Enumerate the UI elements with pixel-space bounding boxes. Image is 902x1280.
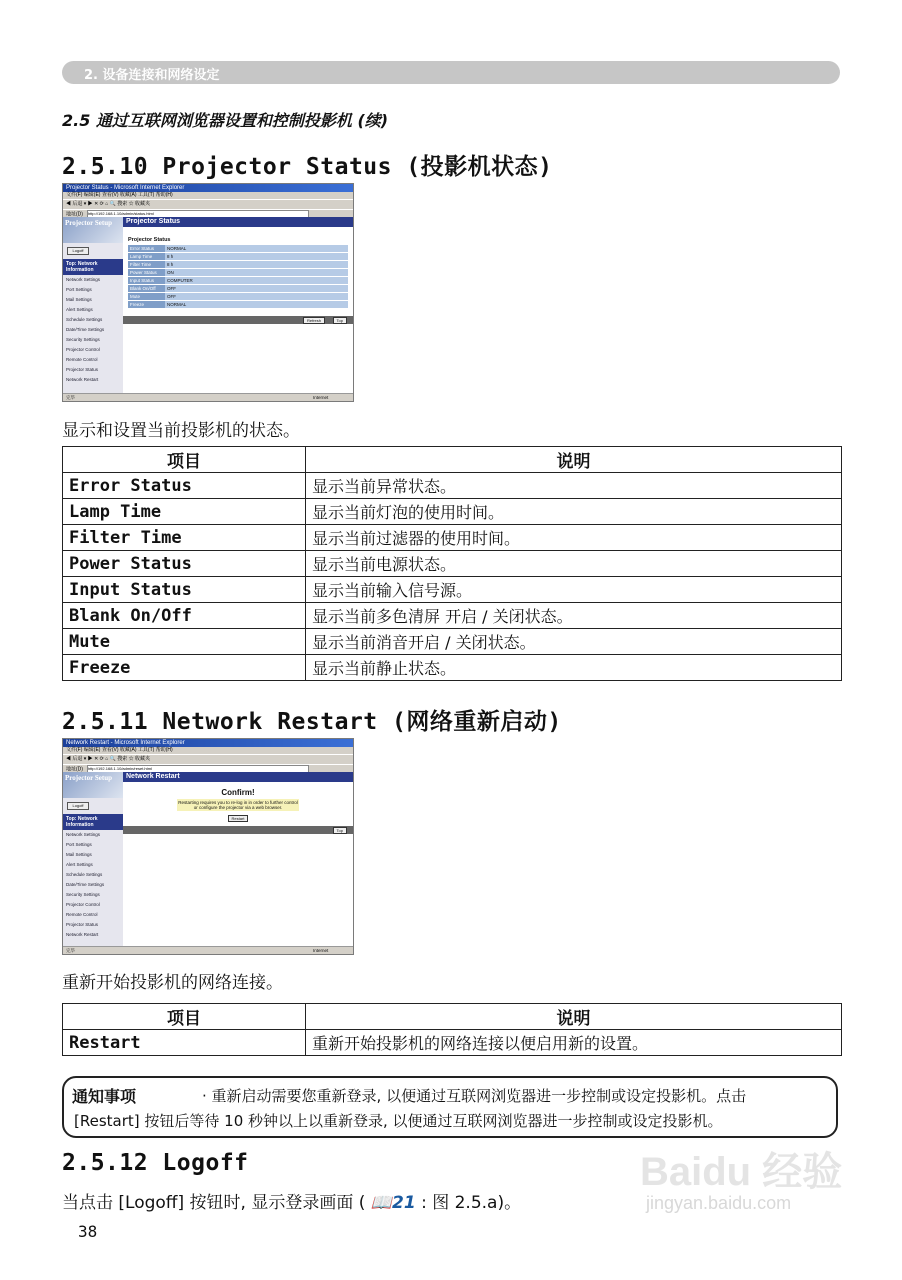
button-bar bbox=[123, 826, 353, 834]
top-network-information: Top: Network Information bbox=[63, 814, 123, 830]
section-desc-network-restart: 重新开始投影机的网络连接。 bbox=[62, 973, 283, 993]
subsection-title: 2.5 通过互联网浏览器设置和控制投影机 (续) bbox=[62, 111, 389, 130]
grid-value: NORMAL bbox=[165, 301, 348, 308]
section-title-network-restart: 2.5.11 Network Restart (网络重新启动) bbox=[62, 709, 562, 735]
item-description: 显示当前静止状态。 bbox=[306, 655, 842, 681]
sidebar-item: Port Settings bbox=[66, 842, 92, 847]
section-title-logoff: 2.5.12 Logoff bbox=[62, 1150, 249, 1176]
browser-statusbar bbox=[63, 393, 353, 401]
table-row bbox=[63, 473, 842, 499]
item-name: Power Status bbox=[63, 551, 306, 577]
grid-value: OFF bbox=[165, 285, 348, 292]
table-row bbox=[63, 499, 842, 525]
projector-status-table bbox=[62, 446, 842, 681]
top-button: Top bbox=[333, 827, 347, 834]
book-icon: 📖 bbox=[370, 1193, 392, 1213]
sidebar-item: Network Settings bbox=[66, 277, 101, 282]
table-row bbox=[63, 577, 842, 603]
sidebar-nav bbox=[63, 275, 123, 385]
menu-bar: 文件(F) 编辑(E) 查看(V) 收藏(A) 工具(T) 帮助(H) bbox=[66, 192, 173, 198]
content-area bbox=[123, 772, 353, 954]
status-grid bbox=[128, 245, 348, 308]
logoff-button: Logoff bbox=[67, 247, 89, 255]
address-field: http://192.168.1.10/admin/reset.html bbox=[87, 765, 309, 773]
address-label: 地址(D) bbox=[66, 211, 83, 218]
top-button: Top bbox=[333, 317, 347, 324]
item-name: Mute bbox=[63, 629, 306, 655]
content-header: Network Restart bbox=[123, 772, 353, 782]
item-name: Blank On/Off bbox=[63, 603, 306, 629]
sidebar bbox=[63, 772, 123, 954]
sidebar-item: Security Settings bbox=[66, 892, 100, 897]
item-description: 重新开始投影机的网络连接以便启用新的设置。 bbox=[306, 1030, 842, 1056]
button-bar bbox=[123, 316, 353, 324]
item-description: 显示当前消音开启 / 关闭状态。 bbox=[306, 629, 842, 655]
grid-key: Freeze bbox=[128, 301, 165, 308]
sidebar-nav bbox=[63, 830, 123, 940]
grid-key: Power Status bbox=[128, 269, 165, 276]
chapter-header-bar bbox=[62, 61, 840, 84]
status-zone: Internet bbox=[313, 395, 329, 400]
header-desc: 说明 bbox=[306, 447, 842, 473]
sidebar-item: Projector Status bbox=[66, 367, 99, 372]
header-item: 项目 bbox=[63, 1004, 306, 1030]
grid-value: 8 h bbox=[165, 253, 348, 260]
baidu-watermark bbox=[640, 1140, 842, 1214]
page-reference[interactable]: 21 bbox=[391, 1193, 416, 1213]
sidebar-item: Schedule Settings bbox=[66, 317, 103, 322]
grid-row bbox=[128, 261, 348, 268]
grid-value: OFF bbox=[165, 293, 348, 300]
grid-row bbox=[128, 293, 348, 300]
sidebar-item: Date/Time Settings bbox=[66, 882, 105, 887]
chapter-title: 2. 设备连接和网络设定 bbox=[84, 68, 220, 83]
table-row bbox=[63, 655, 842, 681]
address-field: http://192.168.1.10/admin/status.html bbox=[87, 210, 309, 218]
sidebar-item: Remote Control bbox=[66, 912, 98, 917]
sidebar-item: Remote Control bbox=[66, 357, 98, 362]
sidebar-item: Mail Settings bbox=[66, 297, 92, 302]
notice-line-1: · 重新启动需要您重新登录, 以便通过互联网浏览器进一步控制或设定投影机。点击 bbox=[202, 1087, 747, 1105]
projector-setup-logo: Projector Setup bbox=[63, 217, 123, 243]
notice-box bbox=[62, 1076, 838, 1138]
restart-warning: Restarting requires you to re-log in in order to further control or configure the projector via a web browser. bbox=[178, 800, 298, 810]
page-number: 38 bbox=[78, 1222, 98, 1241]
grid-value: COMPUTER bbox=[165, 277, 348, 284]
header-item: 项目 bbox=[63, 447, 306, 473]
sidebar-item: Mail Settings bbox=[66, 852, 92, 857]
address-label: 地址(D) bbox=[66, 766, 83, 773]
table-row bbox=[63, 629, 842, 655]
item-name: Lamp Time bbox=[63, 499, 306, 525]
grid-key: Filter Time bbox=[128, 261, 165, 268]
browser-toolbar: ◀ 后退 ▾ ▶ ✕ ⟳ ⌂ 🔍 搜索 ☆ 收藏夹 bbox=[63, 199, 353, 209]
grid-value: ON bbox=[165, 269, 348, 276]
grid-value: 8 h bbox=[165, 261, 348, 268]
grid-row bbox=[128, 253, 348, 260]
grid-title: Projector Status bbox=[128, 237, 171, 243]
table-row bbox=[63, 603, 842, 629]
item-description: 显示当前电源状态。 bbox=[306, 551, 842, 577]
sidebar-item: Network Settings bbox=[66, 832, 101, 837]
table-row bbox=[63, 525, 842, 551]
item-description: 显示当前灯泡的使用时间。 bbox=[306, 499, 842, 525]
grid-row bbox=[128, 301, 348, 308]
table-row bbox=[63, 1030, 842, 1056]
item-name: Restart bbox=[63, 1030, 306, 1056]
sidebar-item: Security Settings bbox=[66, 337, 100, 342]
grid-row bbox=[128, 285, 348, 292]
sidebar-item: Schedule Settings bbox=[66, 872, 103, 877]
sidebar-item: Projector Control bbox=[66, 902, 100, 907]
grid-key: Input Status bbox=[128, 277, 165, 284]
table-row bbox=[63, 551, 842, 577]
sidebar-item: Port Settings bbox=[66, 287, 92, 292]
window-titlebar: Projector Status - Microsoft Internet Explorer bbox=[63, 184, 353, 192]
grid-key: Blank On/Off bbox=[128, 285, 165, 292]
sidebar-item: Projector Control bbox=[66, 347, 100, 352]
browser-toolbar: ◀ 后退 ▾ ▶ ✕ ⟳ ⌂ 🔍 搜索 ☆ 收藏夹 bbox=[63, 754, 353, 764]
confirm-heading: Confirm! bbox=[221, 788, 255, 797]
menu-bar: 文件(F) 编辑(E) 查看(V) 收藏(A) 工具(T) 帮助(H) bbox=[66, 747, 173, 753]
section-desc-projector-status: 显示和设置当前投影机的状态。 bbox=[62, 421, 300, 441]
sidebar-item: Network Restart bbox=[66, 377, 99, 382]
status-left: 完毕 bbox=[66, 948, 75, 953]
section-title-projector-status: 2.5.10 Projector Status (投影机状态) bbox=[62, 154, 553, 180]
item-name: Freeze bbox=[63, 655, 306, 681]
grid-row bbox=[128, 269, 348, 276]
screenshot-network-restart bbox=[62, 738, 354, 955]
sidebar bbox=[63, 217, 123, 401]
item-description: 显示当前多色清屏 开启 / 关闭状态。 bbox=[306, 603, 842, 629]
top-network-information: Top: Network Information bbox=[63, 259, 123, 275]
watermark-sub: jingyan.baidu.com bbox=[646, 1193, 792, 1213]
grid-row bbox=[128, 277, 348, 284]
logoff-desc-pre: 当点击 [Logoff] 按钮时, 显示登录画面 ( bbox=[62, 1193, 366, 1213]
item-name: Input Status bbox=[63, 577, 306, 603]
notice-tag: 通知事项 bbox=[72, 1087, 137, 1106]
notice-line-2: [Restart] 按钮后等待 10 秒钟以上以重新登录, 以便通过互联网浏览器进一步控制或设定投影机。 bbox=[74, 1112, 723, 1130]
content-area bbox=[123, 217, 353, 401]
sidebar-item: Network Restart bbox=[66, 932, 99, 937]
refresh-button: Refresh bbox=[303, 317, 325, 324]
item-description: 显示当前输入信号源。 bbox=[306, 577, 842, 603]
logoff-button: Logoff bbox=[67, 802, 89, 810]
screenshot-projector-status bbox=[62, 183, 354, 402]
grid-key: Lamp Time bbox=[128, 253, 165, 260]
header-desc: 说明 bbox=[306, 1004, 842, 1030]
item-description: 显示当前异常状态。 bbox=[306, 473, 842, 499]
grid-row bbox=[128, 245, 348, 252]
window-titlebar: Network Restart - Microsoft Internet Explorer bbox=[63, 739, 353, 747]
grid-value: NORMAL bbox=[165, 245, 348, 252]
grid-key: Error Status bbox=[128, 245, 165, 252]
network-restart-table bbox=[62, 1003, 842, 1056]
item-name: Error Status bbox=[63, 473, 306, 499]
sidebar-item: Projector Status bbox=[66, 922, 99, 927]
restart-button: Restart bbox=[228, 815, 248, 822]
section-desc-logoff bbox=[62, 1188, 521, 1213]
content-header: Projector Status bbox=[123, 217, 353, 227]
status-zone: Internet bbox=[313, 948, 329, 953]
grid-key: Mute bbox=[128, 293, 165, 300]
sidebar-item: Alert Settings bbox=[66, 307, 93, 312]
item-description: 显示当前过滤器的使用时间。 bbox=[306, 525, 842, 551]
logoff-desc-post: : 图 2.5.a)。 bbox=[421, 1193, 522, 1213]
projector-setup-logo: Projector Setup bbox=[63, 772, 123, 798]
watermark-main: Baidu 经验 bbox=[640, 1150, 843, 1194]
sidebar-item: Date/Time Settings bbox=[66, 327, 105, 332]
browser-statusbar bbox=[63, 946, 353, 954]
status-left: 完毕 bbox=[66, 395, 75, 400]
item-name: Filter Time bbox=[63, 525, 306, 551]
sidebar-item: Alert Settings bbox=[66, 862, 93, 867]
